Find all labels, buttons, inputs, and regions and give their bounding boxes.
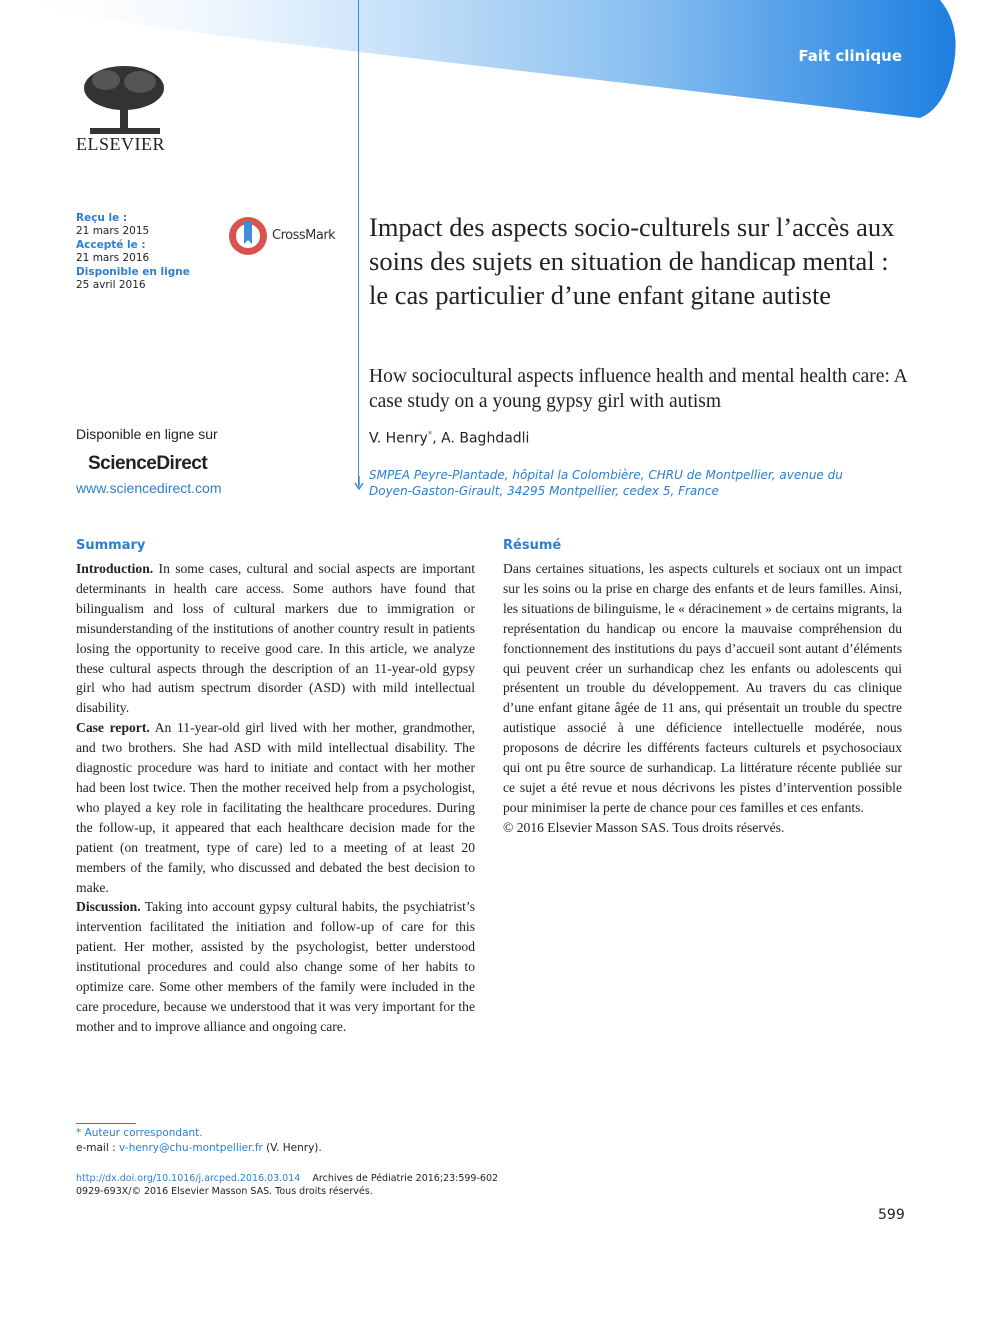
- received-label: Reçu le :: [76, 212, 128, 224]
- resume-text: Dans certaines situations, les aspects culturels et sociaux ont un impact sur les soins ou la prise en charge des enfants et de leurs familles. Ainsi, les situations de bilinguisme, le « déracinement » de certains migrants, la représentation du handicap ou encore la mauvaise compréhension du fonctionnement des institutions du pays d’accueil sont autant d’éléments qui peuvent créer un surhandicap chez les enfants ou adolescents qui présentent un trouble du développement. Au travers du cas clinique d’une enfant gitane âgée de 11 ans, qui présentait un trouble du spectre autistique associé à une déficience intellectuelle modérée, nous proposons de décrire les différents facteurs culturels et psychosociaux qui ont pu être source de surhandicap. La littérature récente publiée sur ce sujet a été revue et nous décrivons les pistes d’intervention possible pour minimiser la perte de chance pour ces familles et ces enfants.: [503, 561, 902, 815]
- journal-citation: Archives de Pédiatrie 2016;23:599-602: [312, 1173, 499, 1184]
- arrow-down-icon: [354, 476, 364, 490]
- author-separator: ,: [432, 430, 442, 447]
- resume-section: [503, 537, 902, 838]
- availability-label: Disponible en ligne sur: [76, 426, 218, 442]
- author-baghdadli[interactable]: A. Baghdadli: [441, 430, 530, 447]
- case-text: An 11-year-old girl lived with her mother, grandmother, and two brothers. She had ASD with mild intellectual disability. The diagnostic procedure was hard to initiate and contact with her mother had been lost twice. Then the mother received help from a psychologist, who played a key role in facilitating the healthcare procedures. During the follow-up, it appeared that each healthcare decision made for the patient (on treatment, type of care) led to a meeting of at least 20 members of the family, who discussed and debated the best decision to make.: [76, 720, 475, 895]
- affiliation: SMPEA Peyre-Plantade, hôpital la Colombière, CHRU de Montpellier, avenue du Doyen-Gaston-Girault, 34295 Montpellier, cedex 5, France: [369, 468, 843, 498]
- doi-link[interactable]: http://dx.doi.org/10.1016/j.arcped.2016.03.014: [76, 1173, 301, 1184]
- received-date: 21 mars 2015: [76, 225, 150, 238]
- accepted-label: Accepté le :: [76, 238, 146, 251]
- online-date: 25 avril 2016: [76, 279, 146, 292]
- article-dates: [76, 212, 190, 292]
- summary-discussion: [76, 897, 475, 1036]
- intro-text: In some cases, cultural and social aspects are important determinants in health care access. Some authors have found that bilingualism and loss of cultural markers due to immigration or misunderstanding of the institutions of another country result in patients losing the opportunity to receive good care. In this article, we analyze these cultural aspects through the description of an 11-year-old gypsy girl who had autism spectrum disorder (ASD) with mild intellectual disability.: [76, 561, 475, 716]
- crossmark-badge[interactable]: [228, 216, 348, 256]
- issn-line: 0929-693X/© 2016 Elsevier Masson SAS. Tous droits réservés.: [76, 1186, 373, 1197]
- summary-heading: Summary: [76, 538, 146, 553]
- article-subtitle: How sociocultural aspects influence health and mental health care: A case study on a young gypsy girl with autism: [369, 366, 907, 412]
- corresponding-mark[interactable]: *: [427, 430, 433, 440]
- discussion-text: Taking into account gypsy cultural habits, the psychiatrist’s intervention facilitated the initiation and follow-up of care for this patient. Her mother, assisted by the psychologist, better understood institutional procedures and could also change some of her habits to optimize care. Some other members of the family were included in the care procedure, because we understood that it was very important for the mother and to improve alliance and ongoing care.: [76, 899, 475, 1034]
- resume-copyright: © 2016 Elsevier Masson SAS. Tous droits réservés.: [503, 819, 785, 835]
- summary-section: [76, 537, 475, 1037]
- discussion-label: Discussion.: [76, 899, 141, 915]
- footnote-rule: [76, 1123, 136, 1124]
- sciencedirect-link[interactable]: www.sciencedirect.com: [76, 480, 222, 496]
- summary-introduction: [76, 559, 475, 718]
- sciencedirect-logo: ScienceDirect: [88, 453, 208, 474]
- crossmark-icon: [228, 216, 268, 256]
- summary-case-report: [76, 718, 475, 897]
- author-henry[interactable]: V. Henry: [369, 430, 428, 447]
- footnote: [76, 1126, 322, 1156]
- page-number: 599: [878, 1207, 905, 1223]
- publisher-name: ELSEVIER: [76, 134, 165, 154]
- case-label: Case report.: [76, 720, 150, 736]
- citation-footer: [76, 1172, 498, 1198]
- email-line: [76, 1141, 322, 1156]
- email-owner: (V. Henry).: [262, 1142, 322, 1154]
- authors: [369, 430, 529, 447]
- crossmark-label: CrossMark: [272, 228, 336, 243]
- article-title: Impact des aspects socio-culturels sur l’accès aux soins des sujets en situation de handicap mental : le cas particulier d’une enfant gitane autiste: [369, 212, 895, 310]
- divider-line: [358, 0, 359, 488]
- section-label: Fait clinique: [798, 47, 902, 65]
- corresponding-author-note: * Auteur correspondant.: [76, 1127, 203, 1139]
- email-link[interactable]: v-henry@chu-montpellier.fr: [118, 1142, 263, 1154]
- intro-label: Introduction.: [76, 561, 154, 576]
- email-label: e-mail :: [76, 1142, 119, 1154]
- online-label: Disponible en ligne: [76, 265, 190, 278]
- accepted-date: 21 mars 2016: [76, 252, 150, 265]
- resume-heading: Résumé: [503, 538, 562, 553]
